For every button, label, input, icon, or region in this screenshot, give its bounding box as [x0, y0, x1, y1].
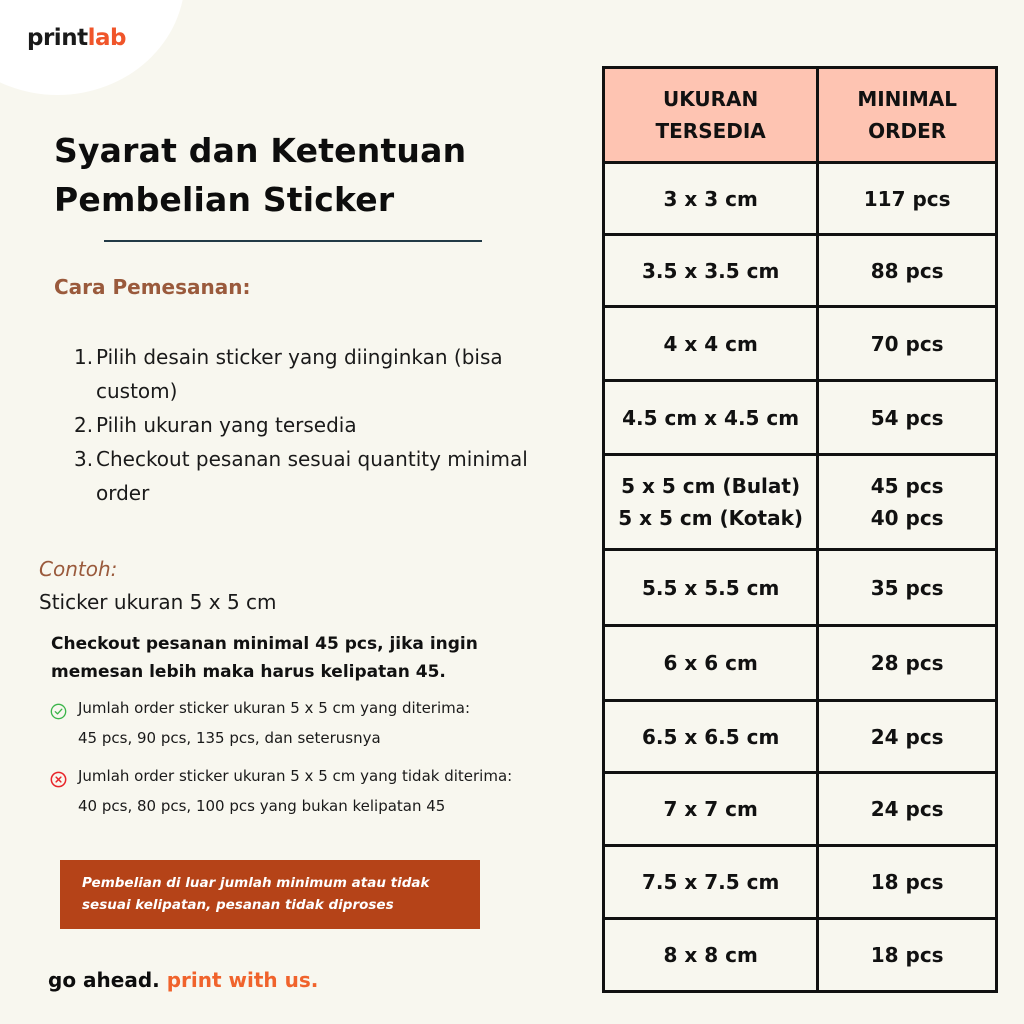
cell-min-round: 45 pcs — [870, 474, 944, 498]
cell-min: 88 pcs — [818, 235, 997, 307]
step-number: 1. — [74, 345, 94, 369]
step-item — [74, 408, 584, 442]
cell-min-square: 40 pcs — [870, 506, 944, 530]
rejected-item — [50, 761, 590, 821]
ordering-steps — [74, 340, 584, 510]
table-row — [604, 773, 997, 846]
cell-min: 54 pcs — [818, 381, 997, 455]
cell-size-round: 5 x 5 cm (Bulat) — [621, 474, 801, 498]
cell-min: 70 pcs — [818, 307, 997, 381]
step-number: 2. — [74, 413, 94, 437]
page-title — [54, 126, 466, 224]
step-number: 3. — [74, 447, 94, 471]
cell-size: 6 x 6 cm — [604, 626, 818, 701]
table-row — [604, 919, 997, 992]
ordering-heading: Cara Pemesanan: — [54, 275, 251, 299]
cell-size: 4 x 4 cm — [604, 307, 818, 381]
table-row — [604, 455, 997, 550]
rule-text: Checkout pesanan minimal 45 pcs, jika ingin memesan lebih maka harus kelipatan 45. — [51, 634, 478, 682]
table-row — [604, 626, 997, 701]
warning-notice: Pembelian di luar jumlah minimum atau tidak sesuai kelipatan, pesanan tidak diproses — [60, 860, 480, 929]
accepted-line-1: Jumlah order sticker ukuran 5 x 5 cm yang diterima: — [78, 699, 470, 717]
cell-min: 24 pcs — [818, 773, 997, 846]
table-row — [604, 235, 997, 307]
logo-text-print: print — [27, 25, 88, 51]
cell-min: 117 pcs — [818, 163, 997, 235]
cell-size: 6.5 x 6.5 cm — [604, 701, 818, 773]
table-row — [604, 846, 997, 919]
cell-size: 4.5 cm x 4.5 cm — [604, 381, 818, 455]
accepted-line-2: 45 pcs, 90 pcs, 135 pcs, dan seterusnya — [78, 729, 381, 747]
cell-min: 28 pcs — [818, 626, 997, 701]
title-line-1: Syarat dan Ketentuan — [54, 131, 467, 170]
header-min-order: MINIMAL ORDER — [818, 68, 997, 163]
tagline — [48, 968, 318, 992]
rejected-line-2: 40 pcs, 80 pcs, 100 pcs yang bukan kelipatan 45 — [78, 797, 446, 815]
tagline-part-1: go ahead. — [48, 968, 167, 992]
step-text: Checkout pesanan sesuai quantity minimal order — [96, 447, 528, 505]
logo-text-lab: lab — [87, 25, 126, 51]
cell-min — [818, 455, 997, 550]
cell-size: 7.5 x 7.5 cm — [604, 846, 818, 919]
step-item — [74, 340, 584, 408]
cell-size: 8 x 8 cm — [604, 919, 818, 992]
cell-size: 3.5 x 3.5 cm — [604, 235, 818, 307]
tagline-part-2: print with us. — [166, 968, 319, 992]
step-text: Pilih ukuran yang tersedia — [96, 413, 357, 437]
cell-min: 18 pcs — [818, 919, 997, 992]
header-size: UKURAN TERSEDIA — [604, 68, 818, 163]
cell-size: 5.5 x 5.5 cm — [604, 550, 818, 626]
brand-logo — [27, 25, 126, 51]
step-text: Pilih desain sticker yang diinginkan (bisa custom) — [96, 345, 503, 403]
table-row — [604, 381, 997, 455]
table-row — [604, 550, 997, 626]
x-circle-icon — [50, 761, 78, 821]
cell-min: 24 pcs — [818, 701, 997, 773]
cell-size — [604, 455, 818, 550]
table-row — [604, 701, 997, 773]
example-label: Contoh: — [39, 557, 118, 581]
cell-min: 35 pcs — [818, 550, 997, 626]
rejected-line-1: Jumlah order sticker ukuran 5 x 5 cm yang tidak diterima: — [78, 767, 513, 785]
cell-size-square: 5 x 5 cm (Kotak) — [618, 506, 804, 530]
cell-size: 3 x 3 cm — [604, 163, 818, 235]
cell-min: 18 pcs — [818, 846, 997, 919]
accepted-item — [50, 693, 590, 753]
size-minimum-table — [602, 66, 998, 993]
step-item — [74, 442, 584, 510]
title-divider — [104, 240, 482, 242]
title-line-2: Pembelian Sticker — [54, 180, 395, 219]
check-circle-icon — [50, 693, 78, 753]
example-text: Sticker ukuran 5 x 5 cm — [39, 590, 277, 614]
table-row — [604, 163, 997, 235]
table-header-row — [604, 68, 997, 163]
table-row — [604, 307, 997, 381]
cell-size: 7 x 7 cm — [604, 773, 818, 846]
